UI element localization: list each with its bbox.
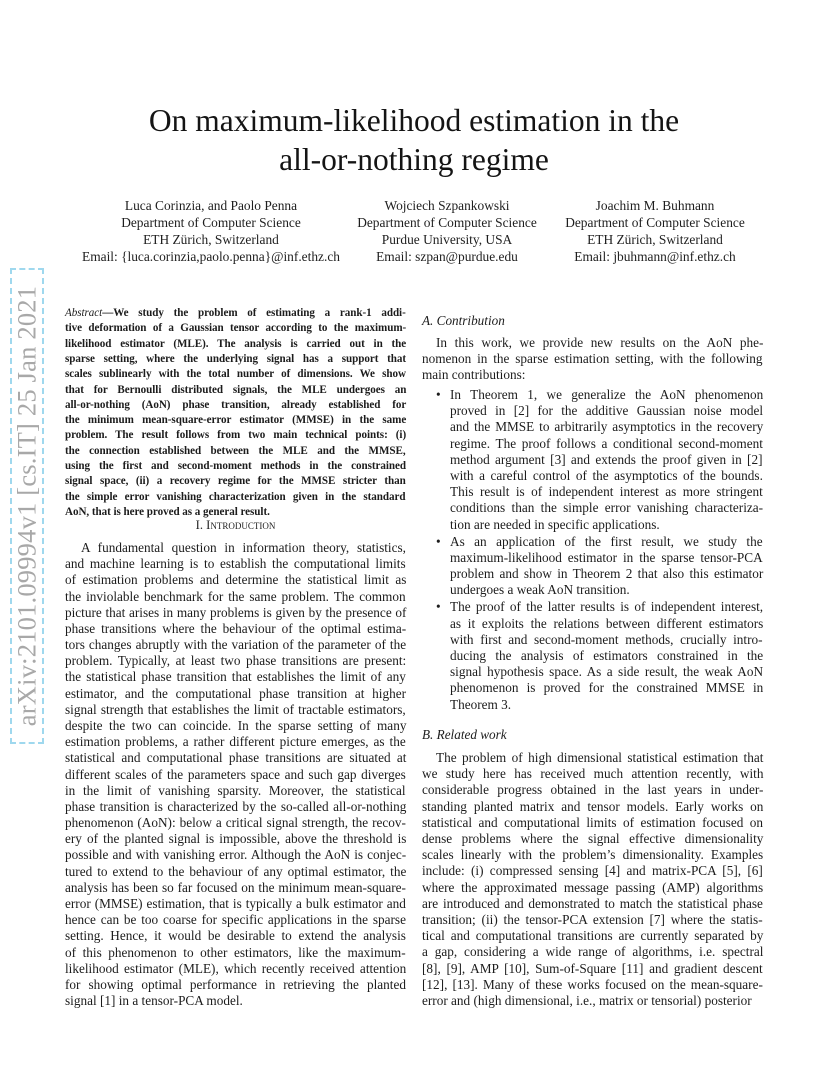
related-line: considerable progress obtained in the last years in under- (422, 782, 764, 798)
abstract-line: signal space, (ii) a recovery regime for the MMSE stricter than (65, 475, 406, 488)
author-dept: Department of Computer Science (121, 215, 301, 230)
bullet-line: undergoes a weak AoN transition. (450, 582, 630, 598)
abstract-line: likelihood estimator (MLE). The analysis is carried out in the (65, 337, 407, 350)
intro-line: possible and with vanishing error. Although the AoN is conjec- (65, 847, 407, 863)
author-institution: ETH Zürich, Switzerland (143, 232, 279, 247)
author-1 (80, 197, 342, 265)
related-line: The problem of high dimensional statistical estimation that (436, 750, 764, 765)
author-3 (561, 197, 749, 265)
bullet-line: As an application of the first result, we study the (450, 533, 763, 549)
author-name: Wojciech Szpankowski (384, 198, 510, 213)
intro-line: estimation problems, a rather different picture emerges, as the (65, 734, 406, 750)
author-email: Email: {luca.corinzia,paolo.penna}@inf.ethz.ch (82, 249, 340, 264)
bullet-line: This result is of independent interest as more stringent (450, 484, 763, 500)
author-name: Joachim M. Buhmann (595, 198, 715, 213)
bullet-line: Theorem 3. (450, 696, 512, 712)
related-line: statistical and computational limits of estimation focused on (422, 814, 764, 830)
bullet-line: regime. The proof follows a conditional second-moment (450, 435, 763, 451)
related-line: [8], [9], AMP [10], Sum-of-Square [11] and gradient descent (422, 960, 763, 976)
intro-line: analysis has been so far focused on the minimum mean-square- (65, 879, 406, 895)
abstract-line: the simple error vanishing characterization given in the standard (65, 490, 406, 503)
subsection-heading-related-work: B. Related work (422, 727, 507, 742)
intro-line: signal strength that establishes the limit of tractable estimators, (65, 701, 406, 717)
bullet-line: method argument [3] and extends the proof given in [2] (450, 451, 763, 467)
abstract-text: —We study the problem of estimating a rank-1 addi- (102, 307, 406, 319)
intro-line: of estimation problems and determine the statistical limit as (65, 572, 407, 588)
arxiv-stamp[interactable]: arXiv:2101.09994v1 [cs.IT] 25 Jan 2021 (11, 285, 42, 727)
abstract-line: using the first and second-moment methods in the constrained (65, 460, 406, 472)
intro-line: estimator, and the computational phase transition at higher (65, 685, 407, 701)
title-line-2: all-or-nothing regime (279, 142, 549, 177)
abstract-line: all-or-nothing (AoN) phase transition, already established for (65, 398, 407, 411)
author-dept: Department of Computer Science (565, 215, 745, 230)
author-institution: Purdue University, USA (381, 232, 513, 247)
author-email: Email: szpan@purdue.edu (376, 249, 518, 264)
author-email: Email: jbuhmann@inf.ethz.ch (574, 249, 736, 264)
intro-line: despite the two can coincide. In the sparse setting of many (65, 717, 407, 733)
bullet-line: phenomenon is proved for the constrained MMSE in (450, 680, 764, 696)
related-line: standing planted matrix and tensor models. Early works on (422, 798, 764, 814)
intro-line: the statistical phase transition that establishes the limit of any (65, 669, 406, 685)
abstract-line: problem. The result follows from two main technical points: (i) (65, 429, 407, 442)
intro-line: phenomenon (AoN): below a critical signal strength, the recov- (65, 815, 406, 831)
bullet-line: proved in [2] for the additive Gaussian noise model (450, 403, 764, 419)
abstract-line: scales sublinearly with the total number of dimensions. We show (65, 368, 406, 381)
intro-line: and machine learning is to establish the computational limits (65, 556, 406, 572)
bullet-line: The proof of the latter results is of independent interest, (450, 599, 764, 615)
related-line: include: (i) compressed sensing [4] and matrix-PCA [5], [6] (422, 863, 763, 879)
bullet-line: ducing the analysis of estimators constrained in the (450, 648, 764, 663)
related-line: a gap, considering a wide range of algorithms, i.e. spectral (422, 944, 764, 960)
abstract-label: Abstract (65, 307, 103, 319)
bullet-line: tion are needed in specific applications. (450, 516, 660, 532)
intro-line: error (MMSE) estimation, that is typically a bulk estimator and (65, 895, 406, 911)
author-dept: Department of Computer Science (357, 215, 537, 230)
bullet-line: conditions than the simple error vanishing characteriza- (450, 500, 764, 516)
intro-line: signal [1] in a tensor-PCA model. (65, 993, 243, 1009)
abstract-line: tive deformation of a Gaussian tensor according to the maximum- (65, 322, 407, 335)
abstract-line: sparse setting, where the underlying signal has a support that (65, 352, 407, 365)
abstract-line: that for Bernoulli distributed signals, the MLE undergoes an (65, 383, 407, 396)
bullet-line: and the MMSE to arbitrarily asymptotics in the recovery (450, 419, 764, 435)
paper-title (0, 101, 828, 179)
intro-line: tured to extend to the behaviour of any optimal estimator, the (65, 863, 407, 879)
abstract-line: the connection established between the MLE and the MMSE, (65, 444, 406, 457)
intro-line: hence can be too coarse for specific applications in the sparse (65, 912, 406, 928)
bullet-line: as it exploits the relations between different estimators (450, 615, 764, 631)
subsection-heading-contribution: A. Contribution (422, 313, 505, 328)
contribution-intro-line: In this work, we provide new results on the AoN phe- (436, 335, 764, 350)
intro-line: picture that arises in many problems is given by the presence of (65, 604, 407, 620)
abstract-line: AoN, that is here proved as a general result. (65, 505, 270, 518)
bullet-line: maximum-likelihood estimator in the sparse tensor-PCA (450, 549, 763, 565)
intro-line: the inviolable benchmark for the same problem. The common (65, 588, 406, 604)
abstract-line: the minimum mean-square-error estimator (MMSE) in the same (65, 414, 407, 427)
bullet-icon: • (436, 599, 441, 615)
bullet-line: with first and second-moment methods, crucially intro- (450, 631, 763, 647)
related-line: error and (high dimensional, i.e., matrix or tensorial) posterior (422, 993, 752, 1008)
intro-line: likelihood estimator (MLE), which recently received attention (65, 960, 407, 976)
related-line: scales linearly with the problem’s dimensionality. Examples (422, 847, 764, 863)
intro-line: problem. Typically, at least two phase transitions are present: (65, 653, 407, 669)
bullet-line: with a careful control of the asymptotics of the bounds. (450, 468, 763, 483)
related-line: we study here has received much attention recently, with (422, 766, 764, 782)
related-line: where the approximated message passing (AMP) algorithms (422, 879, 764, 895)
related-line: are introduced and demonstrated to match the statistical phase (422, 895, 763, 911)
bullet-line: In Theorem 1, we generalize the AoN phenomenon (450, 387, 764, 402)
intro-line: in the limit of vanishing sparsity. Moreover, the statistical (65, 782, 406, 798)
title-line-1: On maximum-likelihood estimation in the (148, 103, 680, 138)
intro-line: A fundamental question in information theory, statistics, (81, 540, 406, 555)
intro-line: for showing optimal performance in retrieving the planted (65, 976, 406, 992)
section-heading-introduction: I. Introduction (195, 518, 276, 532)
arxiv-stamp-box[interactable] (10, 268, 44, 744)
intro-line: setting. Hence, it would be desirable to extend the analysis (65, 928, 406, 944)
intro-line: statistical and computational phase transitions are situated at (65, 750, 407, 766)
intro-line: ery of the planted signal is impossible, above the threshold is (65, 831, 407, 847)
intro-line: of this phenomenon to other estimators, like the maximum- (65, 944, 406, 960)
bullet-icon: • (436, 533, 441, 549)
related-line: [12], [13]. Many of these works focused on the mean-square- (422, 976, 763, 992)
intro-line: phase transition is characterized by the so-called all-or-nothing (65, 798, 407, 814)
related-line: tical and computational transitions are currently separated by (422, 928, 764, 944)
intro-line: tors changes abruptly with the variation of the parameter of the (65, 637, 407, 653)
bullet-line: problem and show in Theorem 2 that also this estimator (450, 566, 764, 582)
author-2 (353, 197, 541, 265)
contribution-intro-line: nomenon in the sparse estimation setting, with the following (422, 351, 763, 367)
bullet-line: signal hypothesis space. As a side result, the weak AoN (450, 664, 764, 680)
bullet-icon: • (436, 387, 441, 402)
author-block (0, 197, 828, 267)
author-institution: ETH Zürich, Switzerland (587, 232, 723, 247)
related-line: transition; (ii) the tensor-PCA extension [7] where the statis- (422, 912, 763, 927)
intro-line: different scales of the parameters space and such gap diverges (65, 766, 406, 782)
author-name: Luca Corinzia, and Paolo Penna (124, 198, 298, 213)
intro-line: phase transitions where the behaviour of the optimal estima- (65, 620, 407, 636)
abstract-line (65, 305, 406, 321)
contribution-intro-line: main contributions: (422, 367, 526, 383)
related-line: dense problems where the signal effective dimensionality (422, 831, 764, 846)
